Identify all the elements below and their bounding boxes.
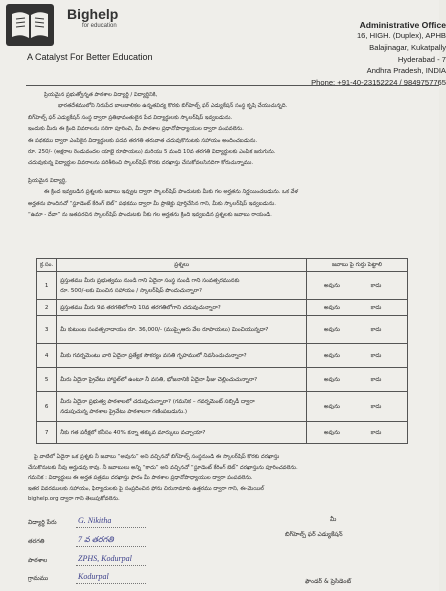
answer-yes[interactable]: అవును bbox=[324, 282, 340, 289]
closing-line: చేసుకొనుటకు నీవు అర్హుడవు కావు. నీ జవాబులు అన్ని “కాదు” అని వచ్చినచో “స్టూడెంట్ కేరింగ్ బెట్” దరఖాస్తును పూరించవలెను. bbox=[28, 464, 298, 471]
header-divider bbox=[26, 85, 439, 86]
office-line: Hyderabad - 7 bbox=[397, 54, 446, 64]
question-line: మీరు ఏదైనా ప్రభుత్వ పాఠశాలలో చదువుచున్నారా? (గమనిక – గవర్నమెంట్ సబ్సిడీ ద్వారా bbox=[60, 398, 255, 405]
answer-cell bbox=[307, 368, 408, 392]
instruction-line: అర్హతను పొందినచో “స్టూడెంట్ కేరింగ్ బెట్” పథకము ద్వారా మీ ప్రాజెక్టు పూర్తిచేసిన గాని, మీకు స్కాలర్‌షిప్ ఇవ్వబడును. bbox=[28, 200, 276, 207]
row-number: 6 bbox=[37, 392, 57, 422]
closing-line: ఇతర వివరములకు సహాయం, ఫిర్యాదులకు పై సంప్రదించిన ఫోను చిరునామాకు ఉత్తరము ద్వారా గాని, ఈ-మెయిల్ bbox=[28, 485, 264, 492]
answer-yes[interactable]: అవును bbox=[324, 352, 340, 359]
signoff-organisation: బిగ్‌హెల్ప్ ఫర్ ఎడ్యుకేషన్ bbox=[285, 531, 343, 538]
intro-line: చదువుకున్న విద్యార్థుల వివరాలను పరిశీలించి స్కాలర్‌షిప్ కొరకు దరఖాస్తు చేసుకోవలసినదిగా కోరుచున్నాము. bbox=[28, 160, 254, 167]
table-row bbox=[37, 344, 408, 368]
intro-line: భారతదేశములోని నిరుపేద బాలబాలికల ఉన్నతవిద్య కొరకు బిగ్‌హెల్ప్ ఫర్ ఎడ్యుకేషన్ సంస్థ కృషి చేయుచున్నది. bbox=[58, 103, 288, 110]
question-cell bbox=[57, 300, 307, 316]
intro-paragraph bbox=[28, 90, 437, 170]
table-header-row bbox=[37, 259, 408, 272]
answer-cell bbox=[307, 392, 408, 422]
school-label: పాఠశాల bbox=[28, 557, 48, 564]
column-header-answer: జవాబు పై గుర్తు పెట్టాలి bbox=[307, 259, 408, 272]
answer-cell bbox=[307, 344, 408, 368]
answer-no[interactable]: కాదు bbox=[370, 352, 382, 359]
question-line: నీకు గత పరీక్షలో కనీసం 40% కన్నా తక్కువ మార్కులు వచ్చాయా? bbox=[60, 429, 206, 436]
question-line: మీ కుటుంబ సంవత్సరాదాయం రూ. 36,000/- (ముప్పైఆరు వేల రూపాయలు) మించియున్నదా? bbox=[60, 326, 269, 333]
office-title: Administrative Office bbox=[359, 20, 446, 30]
village-label: గ్రామము bbox=[28, 575, 49, 582]
row-number: 1 bbox=[37, 272, 57, 300]
answer-no[interactable]: కాదు bbox=[370, 376, 382, 383]
answer-cell bbox=[307, 272, 408, 300]
closing-line: bighelp.org ద్వారా గాని తెలుపుకోవలెను. bbox=[28, 496, 120, 503]
question-cell bbox=[57, 368, 307, 392]
name-underline bbox=[76, 527, 146, 528]
question-line: ప్రస్తుతము మీరు ప్రభుత్వము నుండి గాని ఏదైనా సంస్థ నుండి గాని సంవత్సరమునకు bbox=[60, 277, 240, 284]
answer-yes[interactable]: అవును bbox=[324, 376, 340, 383]
table-row bbox=[37, 368, 408, 392]
question-cell bbox=[57, 422, 307, 444]
intro-line: ఈ పథకము ద్వారా ఎంపికైన విద్యార్థులకు పదవ తరగతి తరువాత చదువుకొనుటకు సహాయం అందించబడును. bbox=[28, 137, 258, 144]
answer-yes[interactable]: అవును bbox=[324, 403, 340, 410]
office-line: 16, HIGH. (Duplex), APHB bbox=[356, 31, 446, 40]
office-address bbox=[256, 20, 446, 89]
school-value[interactable]: ZPHS, Kodurpal bbox=[78, 554, 132, 563]
intro-line: ఇందుకు మీరు ఈ క్రింది వివరాలను సరిగా పూరించి, మీ పాఠశాల ప్రధానోపాధ్యాయుల ద్వారా పంపవలెను. bbox=[28, 126, 244, 133]
office-line: Balajinagar, Kukatpally bbox=[369, 42, 446, 52]
question-cell bbox=[57, 316, 307, 344]
class-value[interactable]: 7 వ తరగతి bbox=[78, 535, 114, 544]
village-underline bbox=[76, 583, 146, 584]
answer-yes[interactable]: అవును bbox=[324, 304, 340, 311]
table-row bbox=[37, 316, 408, 344]
class-label: తరగతి bbox=[28, 538, 45, 545]
intro-line: బిగ్‌హెల్ప్ ఫర్ ఎడ్యుకేషన్ సంస్థ ద్వారా ప్రతిభావంతులైన పేద విద్యార్థులకు స్కాలర్‌షిప్ ఇవ్వబడును. bbox=[28, 114, 233, 121]
eligibility-table bbox=[36, 258, 408, 444]
class-underline bbox=[76, 546, 146, 547]
row-number: 3 bbox=[37, 316, 57, 344]
question-cell bbox=[57, 392, 307, 422]
office-line: Andhra Pradesh, INDIA bbox=[366, 66, 446, 76]
question-line: ప్రస్తుతము మీరు 9వ తరగతిలోగాని 10వ తరగతిలోగాని చదువుచున్నారా? bbox=[60, 304, 221, 311]
row-number: 7 bbox=[37, 422, 57, 444]
column-header-questions: ప్రశ్నలు bbox=[57, 259, 307, 272]
answer-cell bbox=[307, 422, 408, 444]
question-line: మీకు గవర్నమెంటు వారి ఏదైనా ప్రత్యేక సౌకర్యం వసతి గృహములో నివసించుచున్నారా? bbox=[60, 352, 247, 359]
question-line: నడుపుచున్న పాఠశాల ప్రైవేటు పాఠశాలగా గణింపబడును.) bbox=[60, 408, 188, 415]
intro-line: రూ. 250/- (అక్షరాల రెండువందల యాభై రూపాయలు) మరియు 5 మంది 10వ తరగతి విద్యార్థులకు ఎంపిక జరుగును. bbox=[28, 149, 276, 156]
closing-note: గమనిక : విద్యార్థులు ఈ అర్హత పత్రము దరఖాస్తు ఫారం మీ పాఠశాల ప్రధానోపాధ్యాయుల ద్వారా పంపవలెను. bbox=[28, 475, 253, 482]
question-line: రూ. 500/-లకు మించిన సహాయం / స్కాలర్‌షిప్ పొందుచున్నారా? bbox=[60, 287, 202, 294]
question-cell bbox=[57, 344, 307, 368]
answer-cell bbox=[307, 300, 408, 316]
answer-no[interactable]: కాదు bbox=[370, 403, 382, 410]
question-cell bbox=[57, 272, 307, 300]
answer-no[interactable]: కాదు bbox=[370, 326, 382, 333]
table-row bbox=[37, 392, 408, 422]
student-name-value[interactable]: G. Nikitha bbox=[78, 516, 112, 525]
answer-no[interactable]: కాదు bbox=[370, 304, 382, 311]
instruction-greeting: ప్రియమైన విద్యార్థి, bbox=[28, 178, 67, 184]
brand-name: Bighelp bbox=[67, 6, 119, 22]
answer-cell bbox=[307, 316, 408, 344]
column-header-number: క్ర.సం. bbox=[37, 259, 57, 272]
bighelp-book-logo bbox=[4, 2, 56, 48]
row-number: 5 bbox=[37, 368, 57, 392]
answer-no[interactable]: కాదు bbox=[370, 282, 382, 289]
table-row bbox=[37, 422, 408, 444]
instruction-line: ఈ క్రింద ఇవ్వబడిన ప్రశ్నలకు జవాబు ఇవ్వుట ద్వారా స్కాలర్‌షిప్ పొందుటకు మీకు గల అర్హతను నిర్ణయించబడును. ఒక వేళ bbox=[44, 189, 298, 196]
signoff-yours: మీ bbox=[330, 516, 337, 523]
student-name-label: విద్యార్థి పేరు bbox=[28, 519, 57, 526]
closing-paragraph bbox=[28, 452, 437, 505]
question-line: మీరు ఏదైనా ప్రైవేటు హాస్టల్‌లో ఉంటూ నీ వసతి, భోజనానికి ఏదైనా ఫీజు చెల్లించుచున్నారా? bbox=[60, 376, 258, 383]
instruction-line: “ఉమా - దేవా” ను జతపరచిన స్కాలర్‌షిప్ పొందుటకు నీకు గల అర్హతను క్రింది ఇవ్వబడిన ప్రశ్నలకు జవాబు రాయండి. bbox=[28, 212, 272, 219]
row-number: 4 bbox=[37, 344, 57, 368]
answer-no[interactable]: కాదు bbox=[370, 429, 382, 436]
brand-subtitle: for education bbox=[82, 23, 117, 29]
closing-line: పై వాటిలో ఏదైనా ఒక ప్రశ్నకు నీ జవాబు “అవును” అని వచ్చినచో బిగ్‌హెల్ప్ సంస్థనుండి ఈ స్కాలర్‌షిప్ కొరకు దరఖాస్తు bbox=[34, 454, 280, 460]
village-value[interactable]: Kodurpal bbox=[78, 572, 109, 581]
office-phone: Phone: +91-40-23152224 / 9849757765 bbox=[311, 78, 446, 88]
table-row bbox=[37, 300, 408, 316]
answer-yes[interactable]: అవును bbox=[324, 429, 340, 436]
tagline: A Catalyst For Better Education bbox=[27, 52, 153, 62]
school-underline bbox=[76, 565, 146, 566]
instruction-paragraph bbox=[28, 176, 437, 222]
salutation: ప్రియమైన ప్రభుత్వోన్నత పాఠశాల విద్యార్థి / విద్యార్థినికి, bbox=[44, 92, 158, 98]
table-row bbox=[37, 272, 408, 300]
answer-yes[interactable]: అవును bbox=[324, 326, 340, 333]
row-number: 2 bbox=[37, 300, 57, 316]
signoff-role: ఫౌండర్ & ప్రెసిడెంట్ bbox=[305, 578, 352, 585]
